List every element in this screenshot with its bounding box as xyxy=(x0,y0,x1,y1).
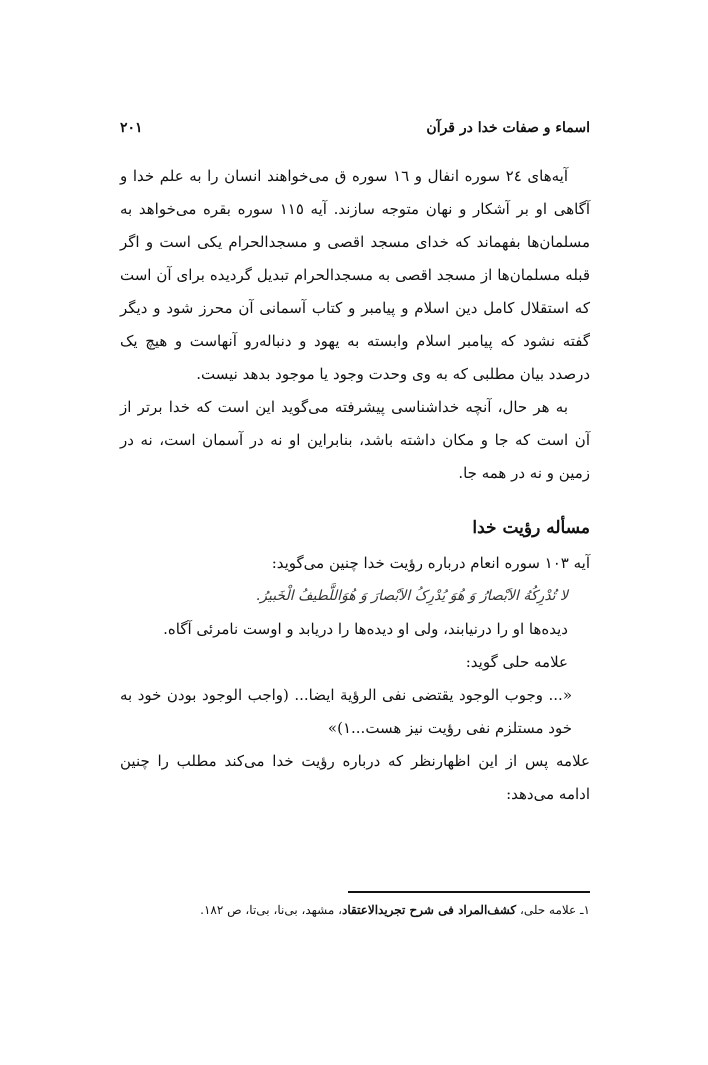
footnote-prefix: ۱ـ علامه حلی، xyxy=(516,903,590,917)
footnote-details: ، مشهد، بی‌نا، بی‌تا، ص ۱۸۲. xyxy=(200,903,342,917)
section-intro: آیه ۱۰۳ سوره انعام درباره رؤیت خدا چنین می‌گوید: xyxy=(271,554,590,572)
main-text xyxy=(120,160,590,811)
page-number: ۲۰۱ xyxy=(120,120,143,136)
running-header xyxy=(120,120,590,144)
footnote-book-title: کشف‌المراد فی شرح تجریدالاعتقاد xyxy=(342,903,517,917)
footnote xyxy=(120,899,590,921)
conclusion-paragraph: علامه پس از این اظهارنظر که درباره رؤیت خدا می‌کند مطلب را چنین ادامه می‌دهد: xyxy=(120,752,590,803)
paragraph-1: آیه‌های ٢٤ سوره انفال و ١٦ سوره ق می‌خواهند انسان را به علم خدا و آگاهی او بر آشکار و نهان متوجه سازند. آیه ١١٥ سوره بقره می‌خواهد به مسلمان‌ها بفهماند که خدای مسجد اقصی و مسجدالحرام یکی است و اگر قبله مسلمان‌ها از مسجد اقصی به مسجدالحرام تبدیل گردیده برای آن است که استقلال کامل دین اسلام و پیامبر و کتاب آسمانی آن محرز شود و دیگر گفته نشود که پیامبر اسلام وابسته به یهود و دنباله‌رو آنهاست و هیچ یک درصدد بیان مطلبی که به وی وحدت وجود یا موجود بدهد نیست. xyxy=(120,167,590,383)
quran-verse: لا تُدْرِکُهُ الاَبْصارُ وَ هُوَ یُدْرِکُ الاَبْصارَ وَ هُوَاللَّطیفُ الْخَبیرُ. xyxy=(255,588,568,604)
section-heading: مسأله رؤیت خدا xyxy=(472,518,590,538)
footnote-divider xyxy=(348,891,590,893)
allameh-intro: علامه حلی گوید: xyxy=(465,653,568,671)
paragraph-2: به هر حال، آنچه خداشناسی پیشرفته می‌گوید این است که خدا برتر از آن است که جا و مکان داشته باشد، بنابراین او نه در آسمان است، نه در زمین و نه در همه جا. xyxy=(120,398,590,482)
verse-translation: دیده‌ها او را درنیابند، ولی او دیده‌ها را دریابد و اوست نامرئی آگاه. xyxy=(163,620,568,638)
allameh-quote: «... وجوب الوجود یقتضی نفی الرؤیة ایضا... (واجب الوجود بودن خود به خود مستلزم نفی رؤیت نیز هست...۱)» xyxy=(120,686,572,737)
header-title: اسماء و صفات خدا در قرآن xyxy=(426,120,590,136)
